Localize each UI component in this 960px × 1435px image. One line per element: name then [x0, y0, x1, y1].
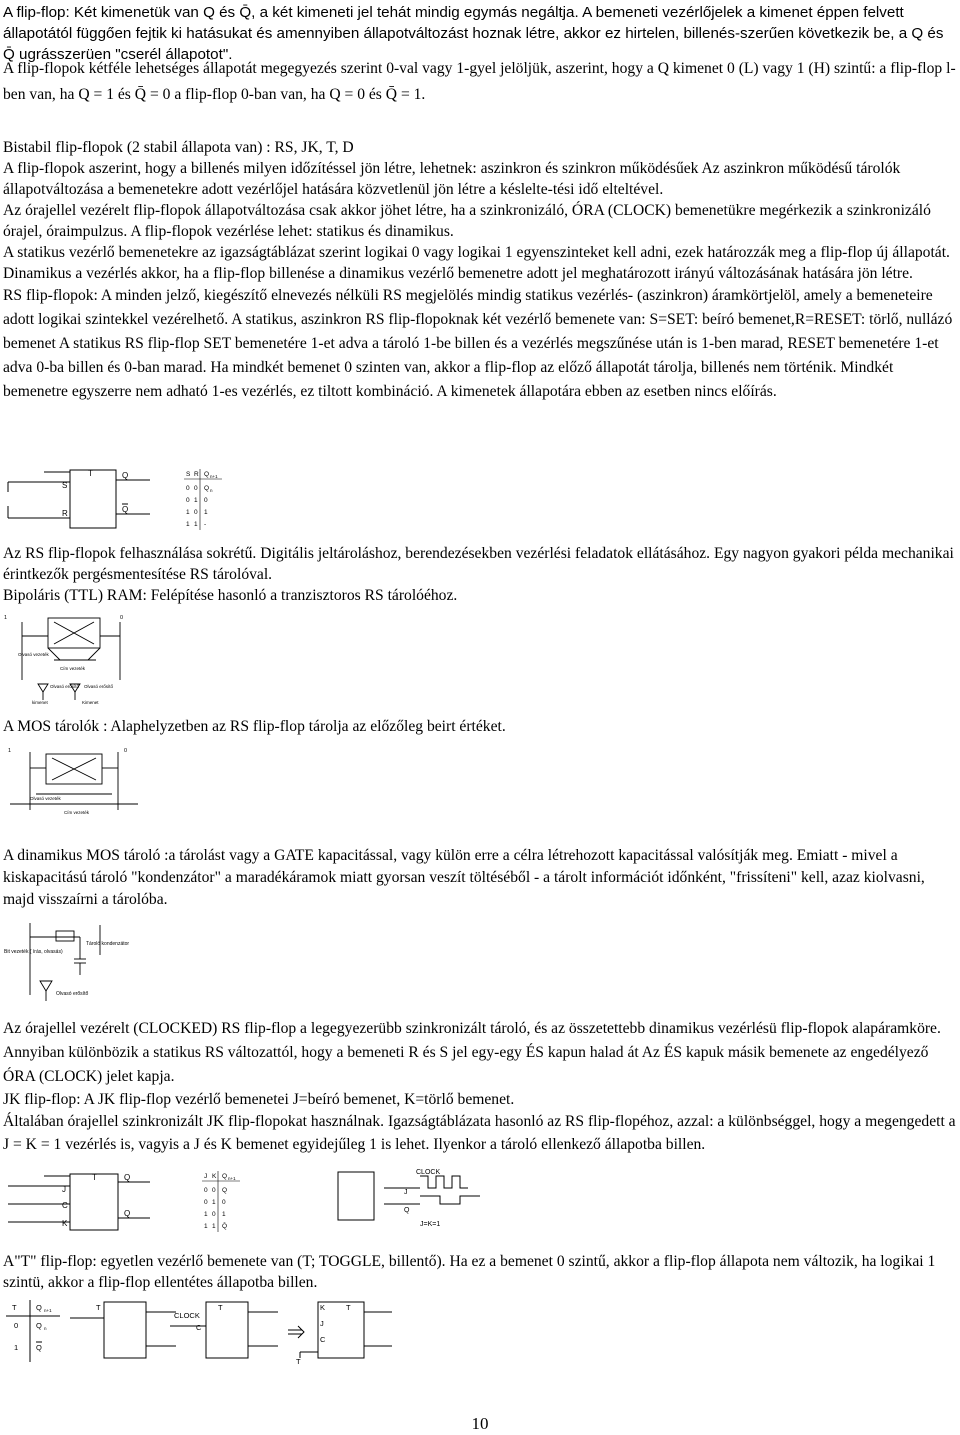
jk-j-label: J — [62, 1185, 66, 1194]
svg-text:n+1: n+1 — [228, 1176, 236, 1181]
t-paragraph: A"T" flip-flop: egyetlen vezérlő bemenete van (T; TOGGLE, billentő). Ha ez a bemenet 0 szintű, akkor a flip-flop állapota nem változik, ha logikai 1 szintü, akkor a flip-flop ellentétes állapotba billen. — [3, 1253, 936, 1291]
jk-table-row — [204, 1211, 226, 1218]
jk-truth-table — [202, 1171, 240, 1232]
jk-qbar-label: Q — [124, 1209, 131, 1218]
t-ff3-c: C — [320, 1335, 326, 1344]
svg-text:1: 1 — [204, 1223, 208, 1230]
t-table-t: T — [12, 1303, 17, 1312]
svg-text:-: - — [204, 521, 207, 528]
svg-text:Q̄: Q̄ — [222, 1223, 228, 1230]
page-number: 10 — [471, 1414, 489, 1433]
t-ff2-c: C — [196, 1323, 202, 1332]
t-table-qn-inv: Q — [36, 1343, 42, 1352]
clocked-paragraph: Az órajellel vezérelt (CLOCKED) RS flip-flop a legegyezerübb szinkronizált tároló, és az összetettebb dinamikus vezérlésü flip-flopok alapáramköre. Annyiban különbözik a statikus RS változattól, hogy a bemeneti R és S jel egy-egy ÉS kapun halad át Az ÉS kapuk másik bemenete az engedélyező ÓRA (CLOCK) jelet kapja. — [3, 1020, 941, 1085]
dynamic-mos-paragraph: A dinamikus MOS tároló :a tárolást vagy a GATE kapacitással, vagy külön erre a célra létrehozott kapacitással valósítják meg. Emiatt - mivel a kiskapacitású tároló "kondenzátor" a maradékáramok miatt gyorsan veszít töltéséből - a tárolt információt időnként, "frissíteni" kell, azaz kiolvasni, majd visszaírni a tárolóba. — [3, 847, 925, 908]
rs-table-row — [186, 497, 208, 504]
svg-text:Q: Q — [204, 471, 210, 478]
mos-zero-label: 0 — [124, 748, 128, 754]
svg-text:0: 0 — [222, 1199, 226, 1206]
t-table-q: Q — [36, 1303, 42, 1312]
dmos-olvaso-erosito: Olvasó erősítő — [56, 991, 89, 997]
t-ff3-tbottom: T — [296, 1357, 301, 1366]
rs-table-row — [186, 521, 206, 528]
svg-text:0: 0 — [212, 1187, 216, 1194]
jk-table-row — [204, 1199, 226, 1206]
svg-text:1: 1 — [186, 509, 190, 516]
mos-one-label: 1 — [8, 748, 12, 754]
svg-text:0: 0 — [204, 1199, 208, 1206]
svg-text:0: 0 — [194, 509, 198, 516]
rs-flipflop-figure — [0, 466, 260, 538]
mos-paragraph: A MOS tárolók : Alaphelyzetben az RS flip-flop tárolja az előzőleg beirt értéket. — [3, 718, 506, 735]
jk-c-label: C — [62, 1201, 68, 1210]
svg-text:1: 1 — [212, 1223, 216, 1230]
rs-t-label: T — [88, 469, 93, 478]
jk-table-row — [204, 1187, 227, 1194]
t-ff3-t: T — [346, 1303, 351, 1312]
t-table-row1: 1 — [14, 1343, 19, 1352]
ttl-zero-label: 0 — [120, 615, 124, 621]
ttl-one-label: 1 — [4, 615, 8, 621]
mos-figure — [0, 742, 150, 822]
svg-text:0: 0 — [194, 485, 198, 492]
section-clocked — [3, 1017, 958, 1156]
states-block — [3, 56, 958, 108]
mos-olvaso-vezetek: Olvasó vezeték — [30, 796, 61, 801]
rs-r-label: R — [62, 509, 68, 518]
static-paragraph: A statikus vezérlő bemenetekre az igazságtáblázat szerint logikai 0 vagy logikai 1 egyenszinteket kell adni, ezek határozzák meg a flip-flop új állapotát. — [3, 244, 950, 261]
bistable-heading: Bistabil flip-flopok (2 stabil állapota van) : RS, JK, T, D — [3, 139, 354, 156]
t-table-qn: Q — [36, 1321, 42, 1330]
svg-text:1: 1 — [212, 1199, 216, 1206]
dmos-tarolo-kondenzator: Tároló kondenzátor — [86, 941, 130, 947]
ttl-cim-vezetek: Cím vezeték — [60, 666, 86, 671]
svg-text:Q: Q — [204, 485, 210, 492]
dynamic-paragraph: Dinamikus a vezérlés akkor, ha a flip-flop billenése a dinamikus vezérlő bemenetre adott jel meghatározott irányú változásának hatására jön létre. — [3, 265, 913, 282]
svg-text:1: 1 — [186, 521, 190, 528]
section-dynamic-mos — [3, 845, 958, 911]
t-table-row0: 0 — [14, 1321, 19, 1330]
svg-text:Q: Q — [222, 1173, 228, 1180]
usage-paragraph: Az RS flip-flopok felhasználása sokrétű. Digitális jeltároláshoz, berendezésekben vezérlési feladatok ellátásához. Egy nagyon gyakori példa mechanikai érintkezők pergésmentesítése RS tárolóval. — [3, 545, 954, 583]
jk-heading-paragraph: JK flip-flop: A JK flip-flop vezérlő bemenetei J=beíró bemenet, K=törlő bemenet. — [3, 1091, 515, 1108]
ttl-olvaso-erosito-left: Olvasó erősítő — [50, 684, 80, 689]
rs-block — [70, 470, 116, 528]
svg-text:1: 1 — [194, 521, 198, 528]
rs-paragraph: RS flip-flopok: A minden jelző, kiegészítő elnevezés nélküli RS megjelölés mindig statikus vezérlés- (aszinkron) áramkörtjelöl, amely a bemeneteire adott logikai szintekkel vezérelhető. A statikus, aszinkron RS flip-flopoknak két vezérlő bemenete van: S=SET: beíró bemenet,R=RESET: törlő, nullázó bemenet A statikus RS flip-flop SET bemenetére 1-et adva a tároló 1-be billen és a vezérlés megszűnése után is 1-ben marad, RESET bemenetére 1-et adva 0-ba billen és 0-ban marad. Ha mindkét bemenet 0 szinten van, akkor a flip-flop az előző állapotát tárolja, billenés nem történik. Mindkét bemenetre egyszerre nem adható 1-es vezérlés, ez tiltott kombináció. A kimenetek állapotára ebben az esetben nincs előírás. — [3, 287, 953, 400]
section-mos — [3, 716, 958, 737]
svg-text:0: 0 — [186, 497, 190, 504]
svg-text:0: 0 — [186, 485, 190, 492]
t-clock-label: CLOCK — [174, 1311, 200, 1320]
jk-clock-label: CLOCK — [416, 1169, 441, 1176]
rs-q-label: Q — [122, 471, 129, 480]
svg-text:0: 0 — [204, 497, 208, 504]
svg-text:0: 0 — [212, 1211, 216, 1218]
t-flipflop-figure — [0, 1296, 500, 1366]
ttl-olvaso-vezetek: Olvasó vezeték — [18, 652, 49, 657]
svg-text:K: K — [212, 1173, 217, 1180]
ttl-kimenet-right: Kimenet — [82, 700, 99, 705]
ttl-paragraph: Bipoláris (TTL) RAM: Felépítése hasonló a tranzisztoros RS tárolóéhoz. — [3, 587, 458, 604]
svg-text:1: 1 — [204, 509, 208, 516]
ttl-kimenet-left: kimenet — [32, 700, 48, 705]
section-usage — [3, 543, 958, 606]
svg-text:1: 1 — [222, 1211, 226, 1218]
rs-qbar-label: Q — [122, 505, 129, 514]
svg-text:R: R — [194, 471, 199, 478]
rs-table-row — [186, 509, 208, 516]
jk-equation: J=K=1 — [420, 1221, 441, 1228]
t-table-n1: n+1 — [44, 1308, 52, 1313]
clock-paragraph: Az órajellel vezérelt flip-flopok állapotváltozása csak akkor jöhet létre, ha a szinkronizáló, ÓRA (CLOCK) bemenetükre megérkezik a szinkronizáló órajel, óraimpulzus. A flip-flopok vezérlése lehet: statikus és dinamikus. — [3, 202, 931, 240]
section-bistable — [3, 137, 958, 404]
svg-text:S: S — [186, 471, 191, 478]
svg-text:J: J — [204, 1173, 208, 1180]
intro-paragraph: A flip-flop: Két kimenetük van Q és Q̄, a két kimeneti jel tehát mindig egymás negáltja. A bemeneti vezérlőjelek a kimenet éppen felvett állapotától függően fejtik ki hatásukat és amennyiben állapotváltozást hoznak létre, akkor ez hirtelen, billenés-szerűen következik be, a Q és Q̄ ugrásszerüen "cserél állapotot". — [3, 4, 944, 63]
svg-text:1: 1 — [194, 497, 198, 504]
states-paragraph: A flip-flopok kétféle lehetséges állapotát megegyezés szerint 0-val vagy 1-gyel jelöljük, aszerint, hogy a Q kimenet 0 (L) vagy 1 (H) szintű: a flip-flop l-ben van, ha Q = 1 és Q̄ = 0 a flip-flop 0-ban van, ha Q = 0 és Q̄ = 1. — [3, 60, 956, 103]
jk-q-wave-label: Q — [404, 1207, 410, 1214]
jk-t-label: T — [92, 1173, 97, 1182]
dmos-bit-vezetek: Bit vezeték ( írás, olvasás) — [4, 949, 63, 955]
svg-text:n+1: n+1 — [210, 474, 218, 479]
svg-text:0: 0 — [204, 1187, 208, 1194]
t-ff2-t: T — [218, 1303, 223, 1312]
rs-truth-table — [184, 469, 222, 530]
jk-block — [70, 1174, 118, 1230]
jk-k-label: K — [62, 1219, 68, 1228]
t-table-n: n — [44, 1326, 47, 1331]
jk-paragraph: Általában órajellel szinkronizált JK flip-flopokat használnak. Igazságtáblázata hasonló az RS flip-flopéhoz, azzal: a különbséggel, hogy a megengedett a J = K = 1 vezérlés is, vagyis a J és K bemenet egyidejűleg 1 is lehet. Ilyenkor a tároló ellenkező állapotba billen. — [3, 1113, 956, 1153]
jk-flipflop-figure — [0, 1168, 500, 1236]
jk-j-wave-label: J — [404, 1189, 408, 1196]
t-ff3-k: K — [320, 1303, 326, 1312]
svg-text:1: 1 — [204, 1211, 208, 1218]
svg-text:Q: Q — [222, 1187, 228, 1194]
ttl-ram-figure — [0, 608, 150, 706]
section-t — [3, 1251, 958, 1293]
svg-text:n: n — [210, 488, 213, 493]
dynamic-mos-figure — [0, 915, 150, 1010]
timing-paragraph: A flip-flopok aszerint, hogy a billenés milyen időzítéssel jön létre, lehetnek: aszinkron és szinkron működésűek Az aszinkron működésű tárolók állapotváltozása a bemenetekre adott vezérlőjel hatására közvetlenül jön létre a késlelte-tési idő elteltével. — [3, 160, 901, 198]
jk-table-row — [204, 1222, 227, 1230]
t-ff3-j: J — [320, 1319, 324, 1328]
rs-table-row — [186, 485, 213, 493]
t-ff1-t: T — [96, 1303, 101, 1312]
mos-cim-vezetek: Cím vezeték — [64, 810, 90, 815]
rs-s-label: S — [62, 481, 68, 490]
ttl-olvaso-erosito-right: Olvasó erősítő — [84, 684, 114, 689]
jk-q-label: Q — [124, 1173, 131, 1182]
